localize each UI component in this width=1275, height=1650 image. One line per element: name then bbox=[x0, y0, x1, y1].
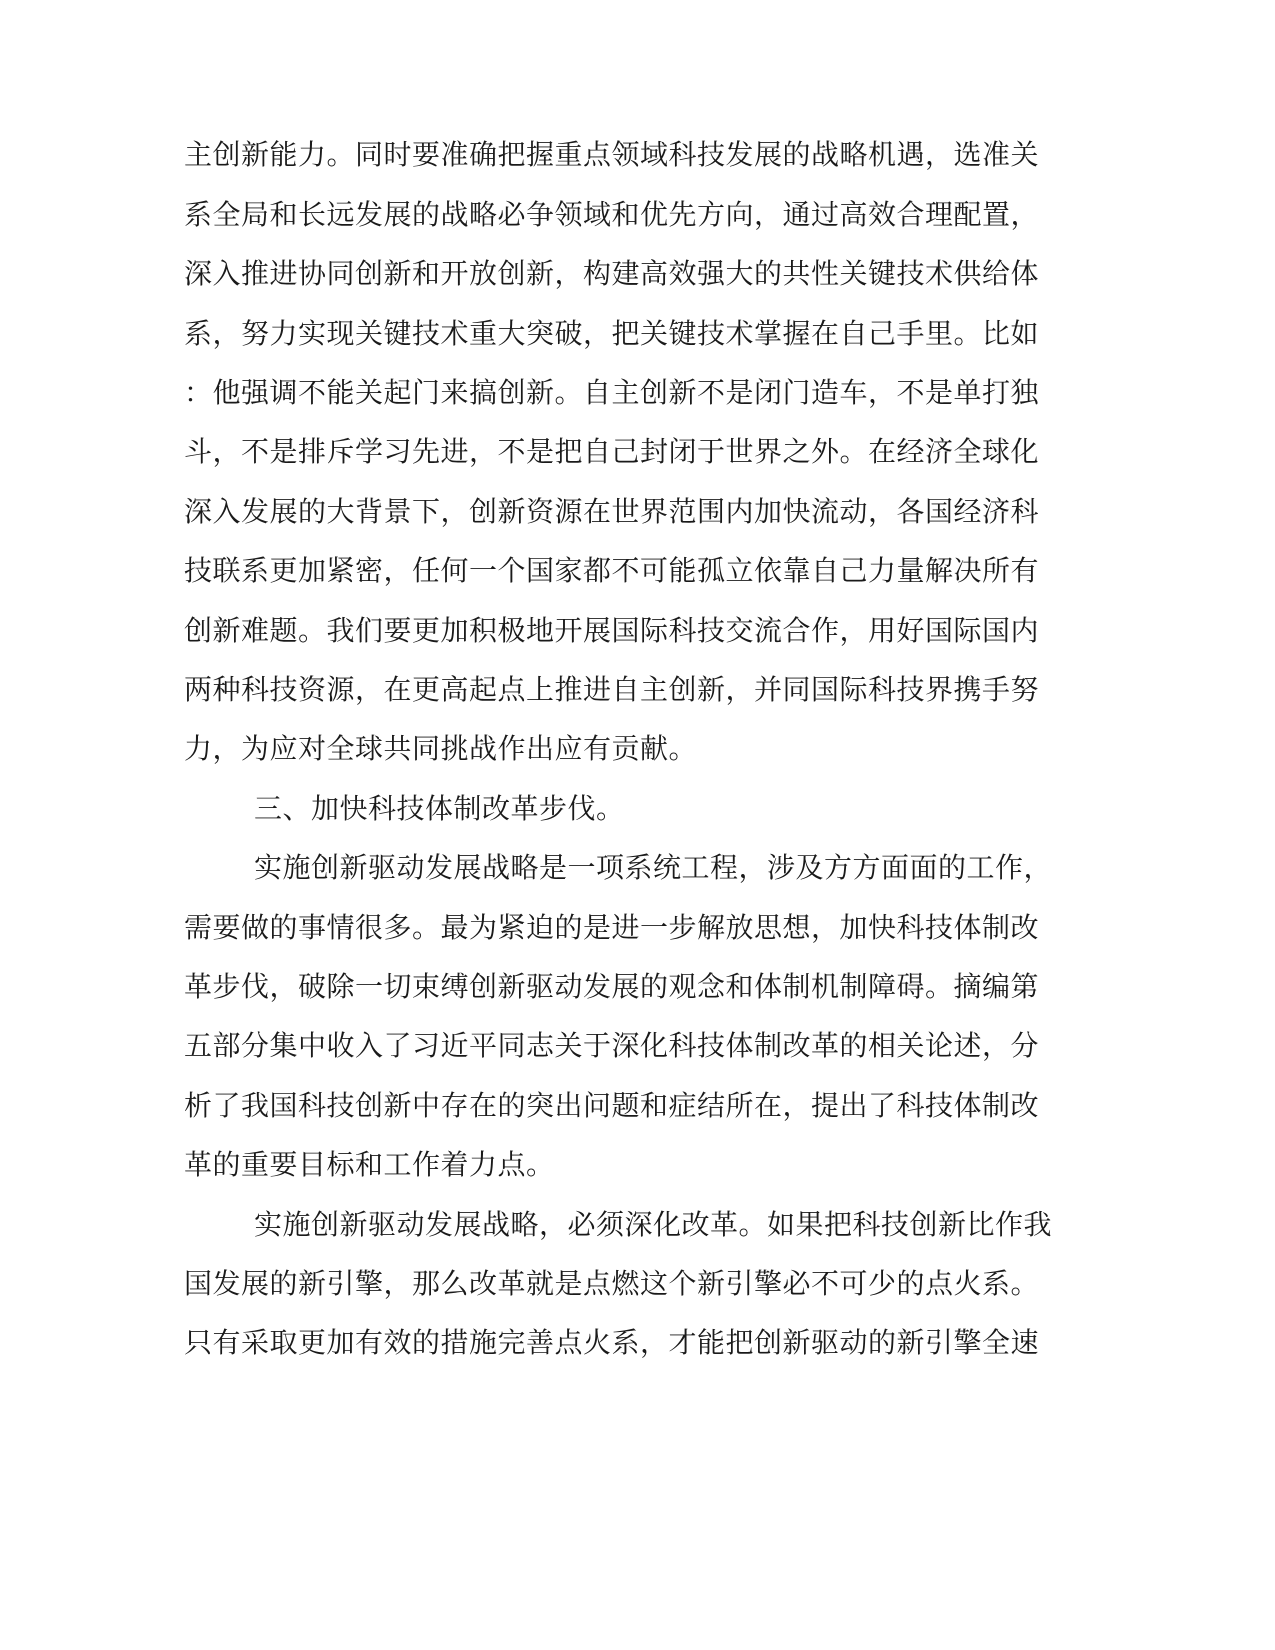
text-line: 技联系更加紧密，任何一个国家都不可能孤立依靠自己力量解决所有 bbox=[184, 554, 1040, 587]
text-line: ：他强调不能关起门来搞创新。自主创新不是闭门造车，不是单打独 bbox=[184, 376, 1040, 409]
text-line: 创新难题。我们要更加积极地开展国际科技交流合作，用好国际国内 bbox=[184, 614, 1040, 647]
paragraph-first-line: 实施创新驱动发展战略，必须深化改革。如果把科技创新比作我 bbox=[254, 1208, 1053, 1241]
text-line: 革步伐，破除一切束缚创新驱动发展的观念和体制机制障碍。摘编第 bbox=[184, 970, 1040, 1003]
section-heading: 三、加快科技体制改革步伐。 bbox=[254, 792, 625, 825]
text-line: 力，为应对全球共同挑战作出应有贡献。 bbox=[184, 732, 698, 765]
text-line: 只有采取更加有效的措施完善点火系，才能把创新驱动的新引擎全速 bbox=[184, 1326, 1040, 1359]
text-line: 斗，不是排斥学习先进，不是把自己封闭于世界之外。在经济全球化 bbox=[184, 435, 1040, 468]
text-line: 析了我国科技创新中存在的突出问题和症结所在，提出了科技体制改 bbox=[184, 1089, 1040, 1122]
text-line: 两种科技资源，在更高起点上推进自主创新，并同国际科技界携手努 bbox=[184, 673, 1040, 706]
text-line: 需要做的事情很多。最为紧迫的是进一步解放思想，加快科技体制改 bbox=[184, 911, 1040, 944]
text-line: 革的重要目标和工作着力点。 bbox=[184, 1148, 555, 1181]
paragraph-first-line: 实施创新驱动发展战略是一项系统工程，涉及方方面面的工作， bbox=[254, 851, 1053, 884]
text-line: 深入发展的大背景下，创新资源在世界范围内加快流动，各国经济科 bbox=[184, 495, 1040, 528]
text-line: 主创新能力。同时要准确把握重点领域科技发展的战略机遇，选准关 bbox=[184, 138, 1040, 171]
text-line: 系，努力实现关键技术重大突破，把关键技术掌握在自己手里。比如 bbox=[184, 317, 1040, 350]
text-line: 国发展的新引擎，那么改革就是点燃这个新引擎必不可少的点火系。 bbox=[184, 1267, 1040, 1300]
text-line: 五部分集中收入了习近平同志关于深化科技体制改革的相关论述，分 bbox=[184, 1029, 1040, 1062]
text-line: 深入推进协同创新和开放创新，构建高效强大的共性关键技术供给体 bbox=[184, 257, 1040, 290]
text-line: 系全局和长远发展的战略必争领域和优先方向，通过高效合理配置， bbox=[184, 198, 1040, 231]
